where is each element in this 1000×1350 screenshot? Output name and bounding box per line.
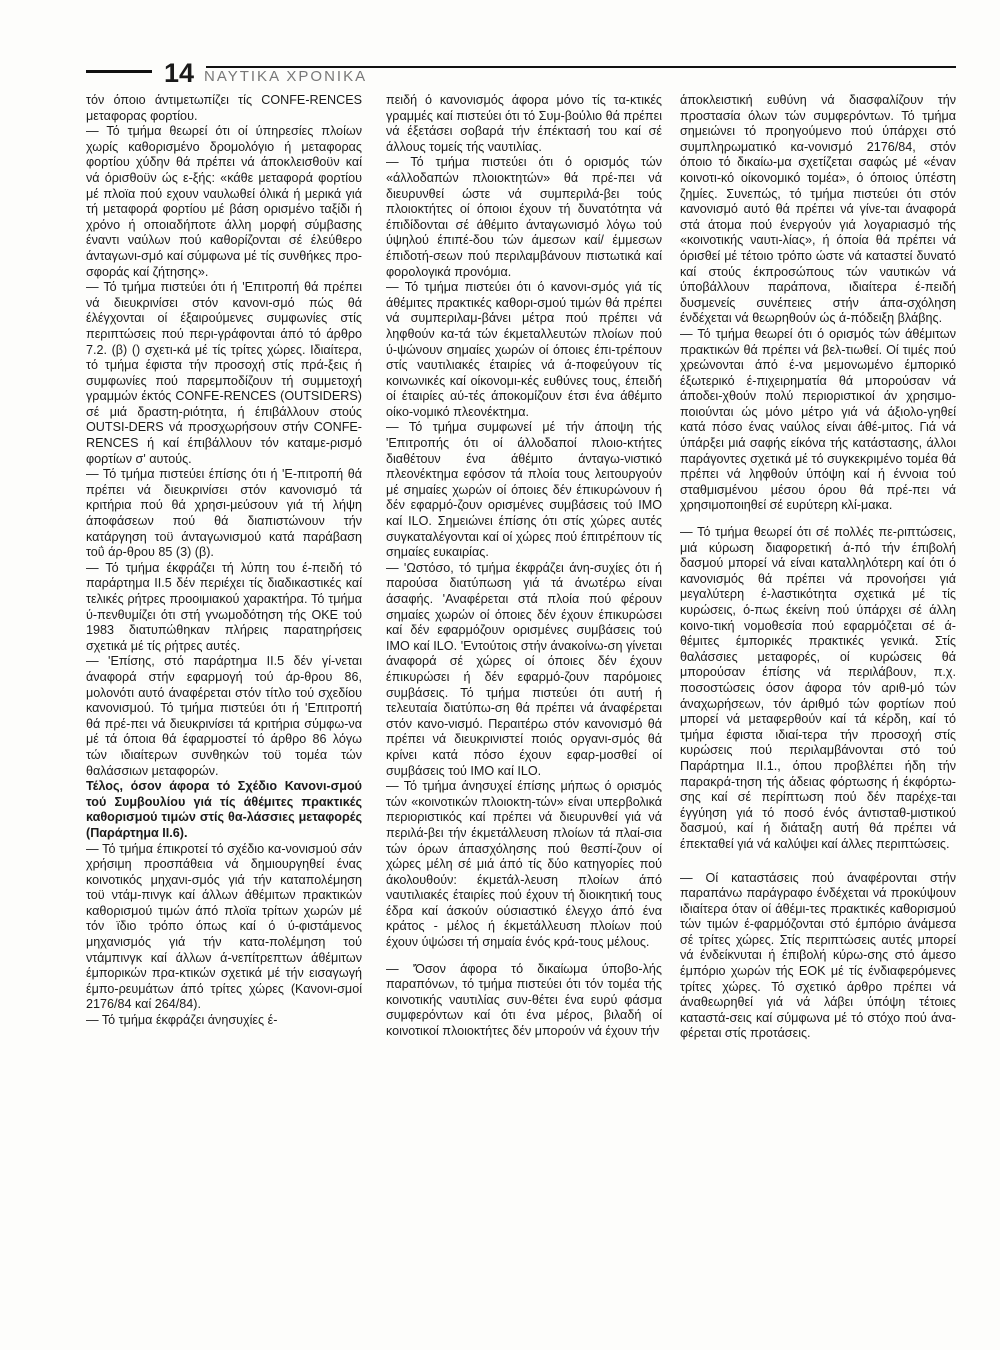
page-header xyxy=(86,58,956,94)
column-1 xyxy=(86,93,362,1303)
paragraph: — Τό τμήμα θεωρεί ότι οί ύπηρεσίες πλοίων χωρίς καθορισμένο δρομολόγιο ή μεταφορας φορτίου χύδην θά πρέπει νά άποκλεισθοϋν καί νά όρισθοϋν ώς ε-ξής: «κάθε μεταφορά φορτίου μέ πλοϊα πού εχουν ναυλωθεί όλικά ή μερικά γιά τή μεταφορά φορτίου μέ βάση ορισμένο ταξίδι ή χρόνο ή οποιαδήποτε άλλη μορφή σύμβασης έναντι ναύλων πού καθορίζονται σέ έλεύθερο άνταγωνι-σμό καί σύμφωνα μέ τίς συνθήκες προ-σφοράς καί ζήτησης». xyxy=(86,124,362,279)
column-3 xyxy=(680,93,956,1303)
paragraph: άποκλειστική ευθύνη νά διασφαλίζουν τήν προστασία όλων τών συμφερόντων. Τό τμήμα σημειώνει τό προηγούμενο πού ύπάρχει στό συμπληρωματικό κα-νονισμό 2176/84, στόν όποιο τό δικαίω-μα σχετίζεται σαφώς μέ «έναν κοινοτι-κό οίκονομικό τομέα», ό όποιος ύπέστη ζημίες. Συνεπώς, τό τμήμα πιστεύει ότι στόν κανονισμό αυτό θά πρέπει νά γίνε-ται άναφορά στά άτομα πού ένεργούν γιά λογαριασμό τής «κοινοτικής ναυτι-λίας», ή όποία θά πρέπει νά όρισθεί μέ τέτοιο τρόπο ώστε νά καταστεί δυνατό καί στούς έκπροσώπους τών ναυτικών νά ύποβάλλουν παράπονα, ιδιαίτερα έ-πειδή δυσμενείς συνέπειες στήν άπα-σχόληση ένδέχεται νά θεωρηθούν ώς ά-πόδειξη βλάβης. xyxy=(680,93,956,326)
paragraph: πειδή ό κανονισμός άφορα μόνο τίς τα-κτικές γραμμές καί πιστεύει ότι τό Συμ-βούλιο θά πρέπει νά έξετάσει σοβαρά τήν έπέκτασή του καί σέ άλλους τομείς τής ναυτιλίας. xyxy=(386,93,662,154)
paragraph: — 'Όσον άφορα τό δικαίωμα ύποβο-λής παραπόνων, τό τμήμα πιστεύει ότι τόν τομέα τής κοινοτικής ναυτιλίας συν-θέτει ένα ευρύ φάσμα συμφερόντων καί ότι ένα μέρος, βιλαδή οί κοινοτικοί πλοιοκτήτες δέν μπορούν νά έχουν τήν xyxy=(386,961,662,1039)
paragraph: — Τό τμήμα θεωρεί ότι ό ορισμός τών άθέμιτων πρακτικών θά πρέπει νά βελ-τιωθεί. Οί τιμές πού χρεώνονται άπό έ-να μεμονωμένο έμπορικό έξωτερικό έ-πιχειρηματία θά μπορούσαν νά άποδει-χθούν πολύ περιοριστικοί άν χρησιμο-ποιούνται ώς μόνο μέτρο γιά νά άξιολο-γηθεί κατά πόσο ένας ναύλος είναι άθέ-μιτος. Γιά νά ύπάρξει μιά σαφής είκόνα τής κατάστασης, άλλοι παράγοντες σχετικά μέ τό συγκεκριμένο τομέα θά πρέπει νά ληφθούν ύπόψη καί ή έννοια τού σταθμισμένου μέσου όρου θά πρέ-πει νά χρησιμοποιηθεί σέ ευρύτερη κλί-μακα. xyxy=(680,326,956,513)
paragraph: — Τό τμήμα πιστεύει έπίσης ότι ή 'Ε-πιτροπή θά πρέπει νά διευκρινίσει στόν κανονισμό τά κριτήρια πού θά χρησι-μεύσουν γιά τή λήψη άποφάσεων πού θά διαπιστώνουν τήν κατάργηση τοϋ άνταγωνισμού κατά παράβαση τοΰ άρ-θρου 85 (3) (β). xyxy=(86,467,362,560)
paragraph: — 'Ωστόσο, τό τμήμα έκφράζει άνη-συχίες ότι ή παρούσα διατύπωση γιά τά άνωτέρω είναι άσαφής. 'Αναφέρεται στά πλοία πού φέρουν σημαίες χωρών οί όποιες δέν έχουν έπικυρώσει καί δέν εφαρμόζουν ορισμένες συμβάσεις τού ΙΜΟ καί ILO. 'Εντούτοις στήν άνακοίνω-ση γίνεται άναφορά σέ χώρες οί όποιες δέν έχουν έπικυρώσει ή δέν εφαρμό-ζουν παρόμοιες συμβάσεις. Τό τμήμα πιστεύει ότι αυτή ή τελευταία διατύπω-ση θά πρέπει νά άναφέρεται στόν κανο-νισμό. Περαιτέρω στόν κανονισμό θά πρέπει νά διευκρινιστεί ποιός οργανι-σμός θά κρίνει κατά πόσο έχουν εφαρ-μοσθεί οί συμβάσεις τού ΙΜΟ καί ILO. xyxy=(386,560,662,778)
paragraph: — Τό τμήμα πιστεύει ότι ό ορισμός τών «άλλοδαπών πλοιοκτητών» θά πρέ-πει νά διευρυνθεί ώστε νά συμπεριλά-βει τούς πλοιοκτήτες οί όποιοι έχουν τή δυνατότητα νά έπιδίδονται σέ άθέμιτο άνταγωνισμό λόγω τού ύψηλού έπιπέ-δου τών άμεσων καί/ έμμεσων έπιδοτή-σεων πού περιλαμβάνουν πιστωτικά καί φορολογικά προνόμια. xyxy=(386,155,662,279)
spacer xyxy=(680,853,956,871)
paragraph: — Τό τμήμα πιστεύει ότι ό κανονι-σμός γιά τίς άθέμιτες πρακτικές καθορι-σμού τιμών θά πρέπει νά συμπεριλαμ-βάνει μέτρα πού πρέπει νά ληφθούν κα-τά τών έκμεταλλευτών πλοίων πού ύ-ψώνουν σημαίες χωρών οί όποιες έπι-τρέπουν στίς ναυτιλιακές έταιρίες νά ά-ποφεύγουν τίς κοινωνικές καί οίκονομι-κές ευθύνες τους, έπειδή οί έταιρίες αύ-τές άποκομίζουν έτσι ένα άθέμιτο οίκο-νομικό πλεονέκτημα. xyxy=(386,280,662,419)
paragraph: τόν όποιο άντιμετωπίζει τίς CONFE-RENCES μεταφορας φορτίου. xyxy=(86,93,362,123)
paragraph: — Τό τμήμα πιστεύει ότι ή 'Επιτροπή θά πρέπει νά διευκρινίσει στόν κανονι-σμό πώς θά έλέγχονται οί έξαιρούμενες συμφωνίες στίς περιπτώσεις πού περι-γράφονται άπό τό άρθρο 7.2. (β) () σχετι-κά μέ τίς τρίτες χώρες. Ιδιαίτερα, τό τμήμα έφιστα τήν προσοχή στίς πρά-ξεις ή συμφωνίες πού παρεμποδίζουν τή συμμετοχή γραμμών έκτός CONFE-RENCES (OUTSIDERS) σέ μιά δραστη-ριότητα, ή έπιβάλλουν στούς OUTSI-DERS νά προσχωρήσουν στήν CONFE-RENCES ή καί έπιβάλλουν τόν καταμε-ρισμό φορτίων σ' αυτούς. xyxy=(86,280,362,466)
section-heading: Τέλος, όσον άφορα τό Σχέδιο Κανονι-σμού τού Συμβουλίου γιά τίς άθέμιτες πρακτικές καθορισμού τιμών στίς θα-λάσσιες μεταφορές (Παράρτημα ΙΙ.6). xyxy=(86,779,362,840)
paragraph: — Τό τμήμα συμφωνεί μέ τήν άποψη τής 'Επιτροπής ότι οί άλλοδαποί πλοιο-κτήτες διαθέτουν ένα άθέμιτο άνταγω-νιστικό πλεονέκτημα εφόσον τά πλοία τους λειτουργούν μέ σημαίες χωρών οί όποιες δέν έπικυρώνουν ή δέν εφαρμό-ζουν ορισμένες συμβάσεις τού ΙΜΟ καί ILO. Σημειώνει έπίσης ότι στίς χώρες αυτές συγκαταλέγονται καί οί χώρες πού έπιτρέπουν τίς σημαίες ευκαιρίας. xyxy=(386,420,662,560)
column-2 xyxy=(386,93,662,1303)
paragraph: — Τό τμήμα θεωρεί ότι σέ πολλές πε-ριπτώσεις, μιά κύρωση διαφορετική ά-πό τήν έπιβολή δασμού μπορεί νά είναι καταλληλότερη καί ότι ό κανονισμός θά πρέπει νά προνοήσει γιά μεγαλύτερη έ-λαστικότητα σχετικά μέ τίς κυρώσεις, ό-πως έκείνη πού ύπάρχει σέ άλλη κοινο-τική νομοθεσία πού εφαρμόζεται σέ ά-θέμιτες έμπορικές πρακτικές γενικά. Στίς θαλάσσιες μεταφορές, οί κυρώσεις θά μπορούσαν έπίσης νά περιλάβουν, π.χ. ποσοστώσεις όσον άφορα τόν αριθ-μό τών άναχωρήσεων, τόν άριθμό τών φορτίων πού μπορεί νά μεταφερθούν καί τά κέρδη, καί τό τμήμα έφιστα ιδιαί-τερα τήν προσοχή στίς κυρώσεις πού περιλαμβάνονται στό τού Παράρτημα ΙΙ.1., όπου προβλέπει ήδη τήν παρακρά-τηση τής άδειας φόρτωσης ή έκφόρτω-σης καί σέ περίπτωση πού δέν παρέχε-ται έγγύηση γιά τό ποσό ένός άντισταθ-μιστικού δασμού, καί ή διάταξη αυτή θά πρέπει νά έπεκταθεί γιά νά καλύψει καί άλλες περιπτώσεις. xyxy=(680,525,956,851)
spacer xyxy=(680,514,956,525)
article-body xyxy=(86,93,969,1303)
paragraph: — Τό τμήμα έκφράζει άνησυχίες έ- xyxy=(86,1013,278,1028)
spacer xyxy=(386,951,662,962)
publication-title: ΝΑΥΤΙΚΑ ΧΡΟΝΙΚΑ xyxy=(204,68,368,85)
paragraph: — Τό τμήμα έκφράζει τή λύπη του έ-πειδή τό παράρτημα ΙΙ.5 δέν περιέχει τίς διαδικαστικές καί τελικές ρήτρες προοιμιακού χαρακτήρα. Τό τμήμα ύ-πενθυμίζει ότι στή γνωμοδότηση τής ΟΚΕ τού 1983 διατυπώθηκαν πλήρεις παρατηρήσεις σχετικά μέ τίς ρήτρες αυτές. xyxy=(86,560,362,653)
paragraph: — Τό τμήμα έπικροτεί τό σχέδιο κα-νονισμού σάν χρήσιμη προσπάθεια νά δημιουργηθεί ένας κοινοτικός μηχανι-σμός γιά τήν καταπολέμηση τοϋ ντάμ-πινγκ καί άλλων άθέμιτων πρακτικών καθορισμού τιμών άπό πλοϊα τρίτων χωρών μέ τόν ϊδιο τρόπο όπως καί ό ύ-φιστάμενος μηχανισμός γιά τήν κατα-πολέμηση τού ντάμπινγκ καί άλλων ά-νεπίτρεπτων άθέμιτων έμπορικών πρα-κτικών σχετικά μέ τήν εισαγωγή έμπο-ρευμάτων άπό τρίτες χώρες (Κανονι-σμοί 2176/84 καί 264/84). xyxy=(86,841,362,1012)
paragraph: — Οί καταστάσεις πού άναφέρονται στήν παραπάνω παράγραφο ένδέχεται νά προκύψουν ιδιαίτερα όταν οί άθέμι-τες πρακτικές καθορισμού τών τιμών έ-φαρμόζονται στό έμπόριο άνάμεσα σέ τρίτες χώρες. Στίς περιπτώσεις αυτές μπορεί νά ένδείκνυται ή έπιβολή κύρω-σης στό άμεσο έμπόριο χωρών τής ΕΟΚ μέ τίς ένδιαφερόμενες τρίτες χώρες. Τό σχετικό άρθρο πρέπει νά άναθεωρηθεί γιά νά λάβει ύπόψη τέτοιες καταστά-σεις καί σύμφωνα μέ τό στόχο πού άνα-φέρεται στίς προτάσεις. xyxy=(680,870,956,1041)
page-number: 14 xyxy=(164,58,195,88)
header-rule-left xyxy=(86,70,152,73)
paragraph: — 'Επίσης, στό παράρτημα ΙΙ.5 δέν γί-νεται άναφορά στήν εφαρμογή τού άρ-θρου 86, μολονότι αυτό άναφέρεται στόν τίτλο τού σχεδίου κανονισμού. Τό τμήμα πιστεύει ότι ή 'Επιτροπή θά πρέ-πει νά διευκρινίσει τά κριτήρια σύμφω-να μέ τά όποια θά έφαρμοστεί τό άρθρο 86 λόγω τών ιδιαίτερων συνθηκών τοϋ τομέα τών θαλάσσιων μεταφορών. xyxy=(86,654,362,778)
paragraph: — Τό τμήμα άνησυχεί έπίσης μήπως ό ορισμός τών «κοινοτικών πλοιοκτη-τών» είναι υπερβολικά περιοριστικός καί πρέπει νά διευρυνθεί γιά νά περιλά-βει τήν έκμετάλλευση πλοίων τά πλαί-σια τών όρων άπασχόλησης πού θεσπί-ζουν οί χώρες μέλη σέ μιά άπό τίς δύο κατηγορίες πού άκολουθούν: έκμετάλ-λευση πλοίων άπό ναυτιλιακές έταιρίες πού έχουν τή διοικητική τους έδρα καί άσκούν ούσιαστικό έλεγχο άπό ένα κράτος - μέλος ή έκμετάλλευση πλοίων πού έχουν ύψώσει τή σημαία ένός κρά-τους μέλους. xyxy=(386,779,662,950)
